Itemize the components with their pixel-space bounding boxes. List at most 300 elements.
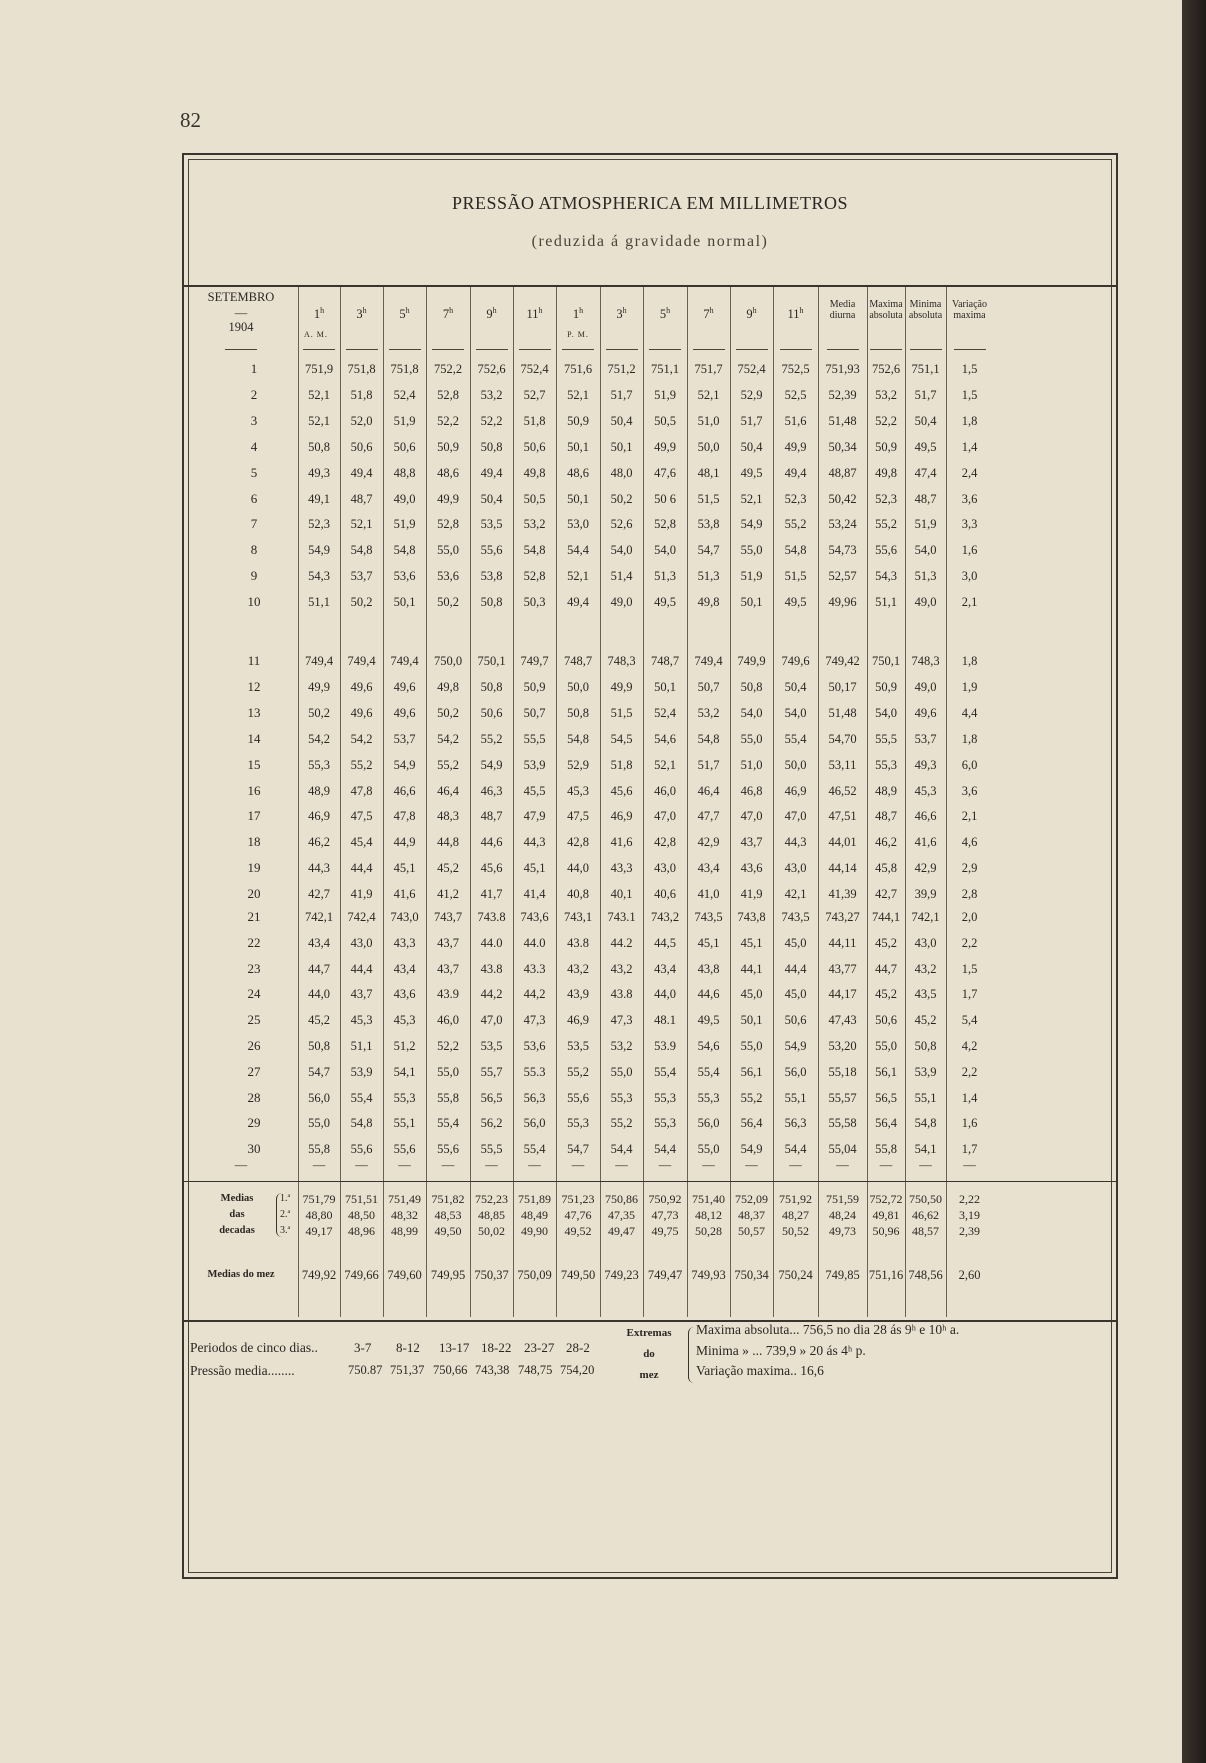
table-cell: 743,5 bbox=[694, 910, 723, 924]
table-cell: 1,4 bbox=[961, 439, 978, 454]
table-cell: 45,4 bbox=[350, 835, 373, 850]
table-cell: 47,4 bbox=[914, 465, 937, 480]
table-cell: 46,52 bbox=[828, 783, 857, 798]
table-cell: 43,4 bbox=[697, 861, 720, 876]
table-cell: 52,1 bbox=[567, 387, 589, 402]
table-cell: 55,2 bbox=[480, 731, 503, 746]
table-cell: 47,0 bbox=[784, 809, 807, 824]
table-cell: 54,8 bbox=[567, 731, 589, 746]
table-cell: 743,5 bbox=[781, 910, 810, 924]
table-cell: 43,7 bbox=[740, 835, 763, 850]
table-cell: 2,1 bbox=[961, 809, 978, 824]
table-cell: 55,2 bbox=[784, 517, 807, 532]
decade-ordinal: 2.ª bbox=[280, 1209, 291, 1220]
table-cell: 1,4 bbox=[961, 1090, 978, 1105]
table-cell: 51,9 bbox=[654, 387, 676, 402]
table-cell: 55,6 bbox=[350, 1142, 373, 1157]
book-edge bbox=[1182, 0, 1206, 1763]
decade-cell: 751,40 bbox=[692, 1192, 725, 1206]
table-cell: 2,8 bbox=[961, 887, 978, 902]
table-cell: 49,9 bbox=[437, 491, 459, 506]
table-cell: 47,0 bbox=[740, 809, 763, 824]
table-cell: 49,0 bbox=[914, 595, 937, 610]
table-cell: 52,3 bbox=[308, 517, 330, 532]
table-cell: 50,1 bbox=[393, 595, 416, 610]
table-cell: 48,1 bbox=[697, 465, 720, 480]
table-cell: 45,2 bbox=[308, 1013, 330, 1028]
table-cell: 4,2 bbox=[961, 1039, 978, 1053]
table-cell: 50,9 bbox=[437, 439, 459, 454]
table-cell: 47,9 bbox=[523, 809, 546, 824]
table-cell: 54,0 bbox=[740, 705, 763, 720]
decade-cell: 47,76 bbox=[564, 1208, 592, 1222]
table-cell: 50,8 bbox=[308, 1039, 330, 1053]
header-underline bbox=[736, 349, 768, 350]
day-number: 3 bbox=[250, 412, 258, 428]
table-cell: 46,6 bbox=[393, 783, 416, 798]
table-cell: 55,6 bbox=[567, 1090, 589, 1105]
decade-cell: 48,96 bbox=[348, 1224, 375, 1238]
table-cell: 752,4 bbox=[737, 362, 766, 376]
table-cell: 43.9 bbox=[437, 987, 459, 1002]
table-cell: 749,4 bbox=[304, 654, 334, 668]
header-underline bbox=[827, 349, 859, 350]
table-cell: 50,0 bbox=[784, 757, 807, 772]
table-cell: 55,0 bbox=[875, 1039, 897, 1053]
table-cell: 43,0 bbox=[654, 861, 676, 876]
table-cell: 3,0 bbox=[961, 569, 978, 584]
table-cell: 4,4 bbox=[961, 705, 978, 720]
decade-cell: 48,80 bbox=[305, 1208, 333, 1222]
header-underline bbox=[519, 349, 551, 350]
table-cell: 50,2 bbox=[350, 595, 373, 610]
decade-cell: 50,28 bbox=[695, 1224, 722, 1238]
table-cell: 45,1 bbox=[523, 861, 546, 876]
table-cell: 52,1 bbox=[654, 757, 676, 772]
decade-cell: 50,96 bbox=[872, 1224, 900, 1238]
table-cell: 50,8 bbox=[480, 595, 503, 610]
decade-cell: 48,37 bbox=[738, 1208, 765, 1222]
header-hour-unit: h bbox=[579, 306, 584, 315]
table-cell: 743,8 bbox=[737, 910, 766, 924]
month-mean-cell: 749,60 bbox=[387, 1268, 422, 1282]
table-cell: 55,2 bbox=[350, 757, 373, 772]
table-cell: 47,8 bbox=[393, 809, 416, 824]
table-cell: 49,6 bbox=[350, 679, 373, 694]
extreme-max: Maxima absoluta... 756,5 no dia 28 ás 9ʰ e 10ʰ a. bbox=[696, 1322, 960, 1337]
table-cell: 55,4 bbox=[654, 1064, 676, 1079]
table-cell: 44,3 bbox=[523, 835, 546, 850]
header-hour-number: 7 bbox=[442, 307, 450, 322]
table-cell: 1,5 bbox=[961, 387, 978, 402]
pressure-value: 750,66 bbox=[433, 1363, 468, 1377]
table-cell: 53,11 bbox=[828, 757, 857, 772]
table-cell: 47,51 bbox=[828, 809, 857, 824]
table-cell: 46,9 bbox=[308, 809, 330, 824]
header-hour-unit: h bbox=[492, 306, 497, 315]
table-cell: 43,77 bbox=[828, 961, 857, 976]
header-underline bbox=[476, 349, 508, 350]
extremes-brace bbox=[688, 1327, 695, 1383]
table-cell: 54,0 bbox=[610, 543, 633, 558]
header-hour-unit: h bbox=[538, 306, 543, 315]
table-cell: 44,0 bbox=[567, 861, 589, 876]
month-means-label: Medias do mez bbox=[207, 1269, 275, 1280]
table-cell: 48,7 bbox=[480, 809, 503, 824]
table-cell: 2,0 bbox=[961, 910, 978, 924]
header-hour bbox=[687, 303, 730, 322]
pressure-value: 750.87 bbox=[348, 1363, 383, 1377]
header-underline bbox=[606, 349, 638, 350]
header-hour-unit: h bbox=[622, 306, 627, 315]
day-number: 6 bbox=[250, 490, 258, 506]
table-cell: 49,96 bbox=[828, 595, 857, 610]
table-cell: 53,8 bbox=[697, 517, 720, 532]
table-cell: 53,6 bbox=[393, 569, 416, 584]
table-cell: 52,8 bbox=[437, 387, 459, 402]
table-cell: 48,7 bbox=[875, 809, 897, 824]
table-cell: 52,2 bbox=[437, 1039, 459, 1053]
table-cell: 50,9 bbox=[567, 413, 589, 428]
day-number: 15 bbox=[247, 756, 261, 772]
table-cell: 46,6 bbox=[914, 809, 937, 824]
table-cell: 52,8 bbox=[523, 569, 546, 584]
table-cell: 50,8 bbox=[567, 705, 589, 720]
table-cell: 41,39 bbox=[828, 887, 857, 902]
table-cell: 51,2 bbox=[393, 1039, 416, 1053]
header-hour bbox=[340, 303, 383, 322]
table-cell: 50,8 bbox=[308, 439, 330, 454]
table-cell: 52,5 bbox=[784, 387, 807, 402]
pressure-value: 743,38 bbox=[475, 1363, 510, 1377]
table-cell: 54,0 bbox=[784, 705, 807, 720]
table-cell: 56,3 bbox=[523, 1090, 546, 1105]
table-cell: 51,3 bbox=[697, 569, 720, 584]
table-cell: 742,1 bbox=[911, 910, 940, 924]
extremes-label-1: Extremas bbox=[626, 1327, 672, 1339]
table-cell: 54,0 bbox=[654, 543, 676, 558]
day-number: 28 bbox=[247, 1089, 261, 1105]
table-cell: 48.1 bbox=[654, 1013, 676, 1028]
table-cell: 55,0 bbox=[610, 1064, 633, 1079]
table-cell: 54,0 bbox=[875, 705, 897, 720]
table-cell: 51,5 bbox=[697, 491, 720, 506]
table-cell: 54,6 bbox=[654, 731, 676, 746]
table-cell: 51,48 bbox=[828, 705, 857, 720]
header-hour-number: 7 bbox=[703, 307, 710, 322]
table-cell: 43,4 bbox=[308, 935, 330, 950]
header-am: A. M. bbox=[304, 330, 328, 339]
month-mean-cell: 2,60 bbox=[958, 1268, 981, 1282]
table-cell: 55,18 bbox=[828, 1064, 857, 1079]
decade-cell: 752,23 bbox=[475, 1192, 508, 1206]
table-cell: 42,8 bbox=[654, 835, 676, 850]
day-number: 29 bbox=[247, 1115, 261, 1131]
table-cell: 55,0 bbox=[437, 1064, 459, 1079]
header-underline bbox=[780, 349, 812, 350]
month-mean-cell: 749,92 bbox=[301, 1268, 337, 1282]
table-cell: 41,9 bbox=[740, 887, 763, 902]
table-cell: 52,1 bbox=[350, 517, 373, 532]
table-cell: 56,0 bbox=[697, 1116, 720, 1131]
decade-cell: 48,49 bbox=[521, 1208, 548, 1222]
table-cell: 52,2 bbox=[437, 413, 459, 428]
table-cell: 1,6 bbox=[961, 1116, 978, 1131]
decades-label-1: Medias bbox=[220, 1193, 254, 1204]
table-cell: 43,4 bbox=[654, 961, 676, 976]
table-cell: 47,8 bbox=[350, 783, 373, 798]
decade-cell: 48,85 bbox=[478, 1208, 505, 1222]
table-cell: 53,2 bbox=[875, 387, 897, 402]
table-cell: 55,3 bbox=[654, 1090, 676, 1105]
dash-cell: — bbox=[528, 1158, 541, 1172]
table-cell: 743,2 bbox=[650, 910, 680, 924]
table-cell: 44,01 bbox=[828, 835, 857, 850]
table-cell: 51,9 bbox=[740, 569, 763, 584]
table-cell: 45,5 bbox=[523, 783, 546, 798]
day-number: 21 bbox=[247, 909, 261, 924]
table-cell: 43,2 bbox=[567, 961, 589, 976]
day-number: 4 bbox=[250, 438, 258, 454]
table-cell: 50,6 bbox=[393, 439, 416, 454]
table-cell: 752,2 bbox=[433, 362, 463, 376]
table-cell: 55.3 bbox=[523, 1064, 546, 1079]
table-cell: 743,1 bbox=[563, 910, 593, 924]
table-cell: 41,6 bbox=[393, 887, 416, 902]
table-cell: 55,8 bbox=[308, 1142, 330, 1157]
table-cell: 49,9 bbox=[654, 439, 676, 454]
header-hour-number: 9 bbox=[746, 307, 753, 322]
header-hour bbox=[643, 303, 687, 322]
decade-cell: 49,17 bbox=[305, 1224, 333, 1238]
table-cell: 46,9 bbox=[610, 809, 633, 824]
header-hour-unit: h bbox=[449, 306, 454, 315]
header-pm: P. M. bbox=[567, 330, 589, 339]
table-cell: 41,0 bbox=[697, 887, 720, 902]
decades-divider bbox=[184, 1181, 1116, 1182]
table-cell: 44,2 bbox=[523, 987, 546, 1002]
table-cell: 752,5 bbox=[781, 362, 810, 376]
month-mean-cell: 749,47 bbox=[647, 1268, 683, 1282]
month-mean-cell: 749,50 bbox=[560, 1268, 596, 1282]
dash-cell: — bbox=[879, 1158, 893, 1172]
decade-cell: 48,99 bbox=[391, 1224, 418, 1238]
table-cell: 51,9 bbox=[914, 517, 937, 532]
table-cell: 742,1 bbox=[304, 910, 334, 924]
table-cell: 1,8 bbox=[961, 413, 978, 428]
header-hour-number: 11 bbox=[526, 307, 539, 322]
table-cell: 743,7 bbox=[433, 910, 463, 924]
table-cell: 1,7 bbox=[961, 987, 978, 1002]
dash-cell: — bbox=[702, 1158, 715, 1172]
header-hour-number: 9 bbox=[486, 307, 493, 322]
table-cell: 51,1 bbox=[308, 595, 330, 610]
table-cell: 54,0 bbox=[914, 543, 937, 558]
table-cell: 44,6 bbox=[480, 835, 503, 850]
table-cell: 50,42 bbox=[828, 491, 857, 506]
table-cell: 49,8 bbox=[697, 595, 720, 610]
header-hour-unit: h bbox=[362, 306, 367, 315]
table-cell: 54,9 bbox=[740, 1142, 763, 1157]
table-cell: 50,3 bbox=[523, 595, 546, 610]
table-cell: 54,1 bbox=[393, 1064, 416, 1079]
table-cell: 51,7 bbox=[740, 413, 763, 428]
table-cell: 55,0 bbox=[437, 543, 459, 558]
table-cell: 41,6 bbox=[914, 835, 937, 850]
table-cell: 54,3 bbox=[875, 569, 897, 584]
table-cell: 55,1 bbox=[784, 1090, 807, 1105]
table-cell: 53,2 bbox=[697, 705, 720, 720]
table-cell: 52,1 bbox=[697, 387, 720, 402]
extreme-var: Variação maxima.. 16,6 bbox=[696, 1363, 824, 1378]
day-number: 1 bbox=[250, 361, 258, 376]
table-cell: 1,5 bbox=[961, 362, 978, 376]
table-cell: 55,0 bbox=[740, 1039, 763, 1053]
table-cell: 44,2 bbox=[480, 987, 503, 1002]
table-cell: 742,4 bbox=[347, 910, 376, 924]
table-cell: 42,9 bbox=[914, 861, 937, 876]
month-mean-cell: 750,24 bbox=[778, 1268, 813, 1282]
decade-cell: 751,59 bbox=[826, 1192, 859, 1206]
table-cell: 43,6 bbox=[393, 987, 416, 1002]
table-cell: 46,0 bbox=[437, 1013, 459, 1028]
table-cell: 54,9 bbox=[308, 543, 330, 558]
table-cell: 50,2 bbox=[308, 705, 330, 720]
table-cell: 46,4 bbox=[697, 783, 720, 798]
table-cell: 49,6 bbox=[393, 679, 416, 694]
header-hour-number: 1 bbox=[313, 307, 321, 322]
table-cell: 55,3 bbox=[308, 757, 330, 772]
table-cell: 1,5 bbox=[961, 961, 978, 976]
table-subtitle: (reduzida á gravidade normal) bbox=[531, 233, 769, 250]
table-cell: 53,5 bbox=[480, 1039, 503, 1053]
table-cell: 749,4 bbox=[347, 654, 376, 668]
table-cell: 44,1 bbox=[740, 961, 763, 976]
table-cell: 50,9 bbox=[875, 439, 897, 454]
day-number: 27 bbox=[247, 1063, 261, 1079]
table-cell: 43,7 bbox=[437, 961, 459, 976]
period-value: 28-2 bbox=[566, 1340, 590, 1355]
table-cell: 52,7 bbox=[523, 387, 546, 402]
decades-label-2: das bbox=[229, 1209, 245, 1220]
month-mean-cell: 749,95 bbox=[430, 1268, 466, 1282]
month-mean-cell: 751,16 bbox=[868, 1268, 904, 1282]
page-number: 82 bbox=[180, 108, 201, 132]
table-cell: 49,4 bbox=[480, 465, 503, 480]
month-mean-cell: 748,56 bbox=[908, 1268, 943, 1282]
header-hour-number: 5 bbox=[659, 307, 667, 322]
table-cell: 51,7 bbox=[610, 387, 633, 402]
table-cell: 54,5 bbox=[610, 731, 633, 746]
decade-cell: 49,47 bbox=[608, 1224, 635, 1238]
dash-cell: — bbox=[485, 1158, 498, 1172]
table-cell: 50,4 bbox=[914, 413, 937, 428]
table-cell: 49,4 bbox=[784, 465, 807, 480]
table-cell: 42,9 bbox=[697, 835, 720, 850]
table-cell: 43,2 bbox=[914, 961, 937, 976]
table-cell: 54,8 bbox=[393, 543, 416, 558]
table-cell: 43,7 bbox=[350, 987, 373, 1002]
table-cell: 54,73 bbox=[828, 543, 857, 558]
period-value: 8-12 bbox=[396, 1340, 420, 1355]
table-cell: 45,2 bbox=[437, 861, 459, 876]
header-underline bbox=[432, 349, 464, 350]
header-hour-unit: h bbox=[799, 306, 804, 315]
table-cell: 48,87 bbox=[828, 465, 857, 480]
table-cell: 49,4 bbox=[567, 595, 589, 610]
table-cell: 50,1 bbox=[567, 491, 589, 506]
header-hour bbox=[470, 303, 513, 322]
table-cell: 52,1 bbox=[740, 491, 763, 506]
day-number: 5 bbox=[250, 464, 258, 480]
day-number: 22 bbox=[247, 934, 261, 950]
table-cell: 50,8 bbox=[480, 439, 503, 454]
table-cell: 55,6 bbox=[875, 543, 897, 558]
table-cell: 43,9 bbox=[567, 987, 589, 1002]
table-cell: 752,6 bbox=[477, 362, 506, 376]
decade-cell: 2,22 bbox=[959, 1192, 980, 1206]
table-cell: 49,5 bbox=[740, 465, 763, 480]
table-cell: 40,8 bbox=[567, 887, 589, 902]
table-cell: 44.0 bbox=[480, 935, 503, 950]
table-cell: 2,1 bbox=[961, 595, 978, 610]
table-cell: 46,0 bbox=[654, 783, 676, 798]
decade-cell: 50,57 bbox=[738, 1224, 765, 1238]
table-cell: 750,0 bbox=[433, 654, 463, 668]
table-cell: 52,57 bbox=[828, 569, 857, 584]
table-cell: 52,9 bbox=[567, 757, 589, 772]
header-hour-unit: h bbox=[320, 306, 325, 315]
table-cell: 48,3 bbox=[437, 809, 459, 824]
table-cell: 55,3 bbox=[393, 1090, 416, 1105]
table-cell: 44,14 bbox=[828, 861, 857, 876]
table-cell: 55,4 bbox=[437, 1116, 459, 1131]
table-cell: 51,8 bbox=[610, 757, 633, 772]
decade-cell: 751,89 bbox=[518, 1192, 551, 1206]
dash-cell: — bbox=[658, 1158, 672, 1172]
table-cell: 43,8 bbox=[697, 961, 720, 976]
decade-cell: 48,24 bbox=[829, 1208, 856, 1222]
table-cell: 743.8 bbox=[477, 910, 506, 924]
header-hour-number: 5 bbox=[399, 307, 406, 322]
decade-cell: 750,92 bbox=[648, 1192, 682, 1206]
table-cell: 50,9 bbox=[523, 679, 546, 694]
table-cell: 55,6 bbox=[437, 1142, 459, 1157]
table-cell: 54,8 bbox=[914, 1116, 937, 1131]
decade-ordinal: 3.ª bbox=[280, 1225, 291, 1236]
table-cell: 56,0 bbox=[784, 1064, 807, 1079]
decade-cell: 751,92 bbox=[779, 1192, 812, 1206]
dash-cell: — bbox=[234, 1158, 248, 1172]
dash-cell: — bbox=[836, 1158, 849, 1172]
table-cell: 43,7 bbox=[437, 935, 459, 950]
table-cell: 49,6 bbox=[350, 705, 373, 720]
header-hour-unit: h bbox=[666, 306, 671, 315]
table-cell: 46,3 bbox=[480, 783, 503, 798]
table-cell: 47,0 bbox=[480, 1013, 503, 1028]
table-cell: 46,4 bbox=[437, 783, 459, 798]
table-cell: 46,2 bbox=[308, 835, 330, 850]
table-cell: 53,6 bbox=[523, 1039, 546, 1053]
dash-cell: — bbox=[312, 1158, 326, 1172]
table-cell: 1,6 bbox=[961, 543, 978, 558]
header-hour bbox=[426, 303, 470, 322]
table-cell: 47,3 bbox=[610, 1013, 633, 1028]
table-cell: 48,8 bbox=[393, 465, 416, 480]
month-mean-cell: 749,23 bbox=[604, 1268, 639, 1282]
table-cell: 54,7 bbox=[697, 543, 720, 558]
month-mean-cell: 749,66 bbox=[344, 1268, 379, 1282]
